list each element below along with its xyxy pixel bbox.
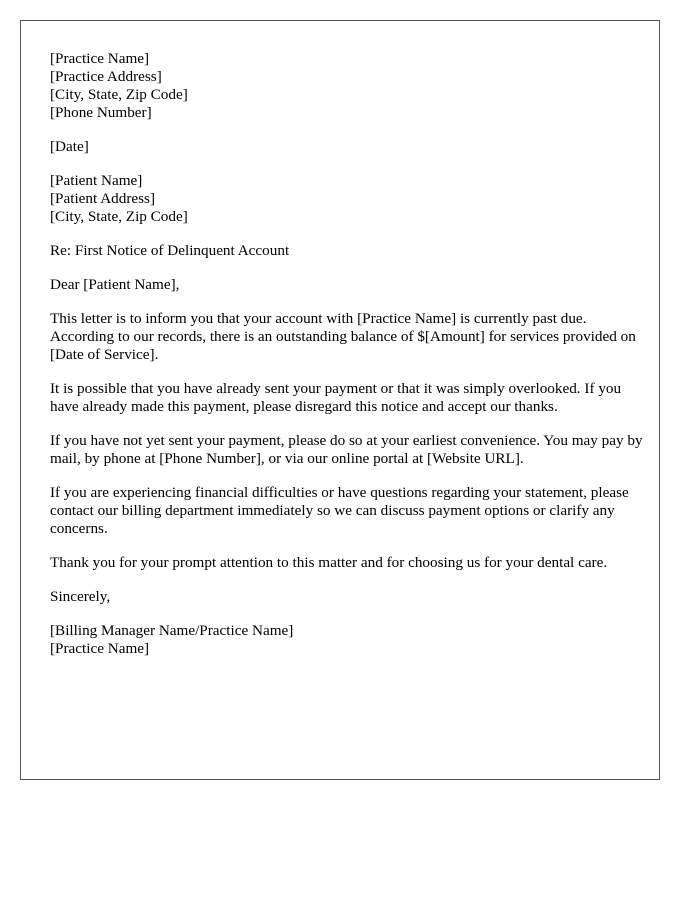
body-paragraph-5: Thank you for your prompt attention to this matter and for choosing us for your dental care. [50, 554, 608, 571]
recipient-city-state-zip: [City, State, Zip Code] [50, 208, 188, 225]
letter-date: [Date] [50, 138, 89, 155]
date-block [50, 138, 645, 156]
letter-page [20, 20, 660, 780]
subject-block [50, 242, 645, 260]
sender-phone: [Phone Number] [50, 104, 152, 121]
letter-subject: Re: First Notice of Delinquent Account [50, 242, 290, 259]
letter-content [50, 50, 645, 674]
salutation-block [50, 276, 645, 294]
sender-block [50, 50, 645, 122]
signature-block [50, 622, 645, 658]
closing-block [50, 588, 645, 606]
recipient-patient-name: [Patient Name] [50, 172, 143, 189]
body-paragraph-3: If you have not yet sent your payment, please do so at your earliest convenience. You may pay by mail, by phone at [Phone Number], or via our online portal at [Website URL]. [50, 432, 643, 467]
recipient-block [50, 172, 645, 226]
body-paragraph-2: It is possible that you have already sent your payment or that it was simply overlooked. If you have already made this payment, please disregard this notice and accept our thanks. [50, 380, 622, 415]
letter-closing: Sincerely, [50, 588, 111, 605]
signature-line-2: [Practice Name] [50, 640, 150, 657]
sender-practice-name: [Practice Name] [50, 50, 150, 67]
sender-city-state-zip: [City, State, Zip Code] [50, 86, 188, 103]
body-paragraph-4: If you are experiencing financial difficulties or have questions regarding your statement, please contact our billing department immediately so we can discuss payment options or clarify any concerns. [50, 484, 629, 537]
body-paragraph-1: This letter is to inform you that your account with [Practice Name] is currently past due. According to our records, there is an outstanding balance of $[Amount] for services provided on [Date of Service]. [50, 310, 636, 363]
letter-salutation: Dear [Patient Name], [50, 276, 180, 293]
signature-line-1: [Billing Manager Name/Practice Name] [50, 622, 294, 639]
sender-practice-address: [Practice Address] [50, 68, 162, 85]
recipient-patient-address: [Patient Address] [50, 190, 156, 207]
